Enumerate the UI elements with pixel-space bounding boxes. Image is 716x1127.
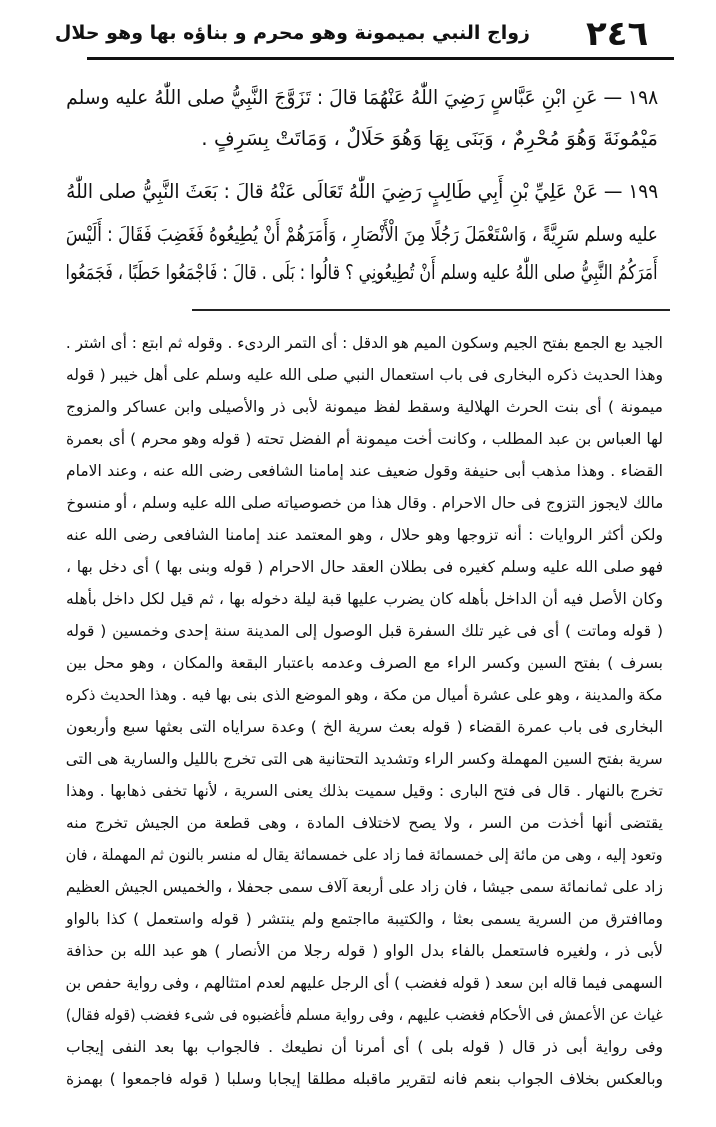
hadith-line-text: عليه وسلم سَرِيَّةً ، وَاسْتَعْمَلَ رَجُلًا مِنَ الْأَنْصَارِ ، وَأَمَرَهُمْ أَنْ يُطِيعُوهُ فَغَضِبَ فَقَالَ : أَلَيْسَ (66, 222, 658, 246)
hadith-line-text: أَمَرَكُمُ النَّبِيُّ صلى اللّٰهُ عليه وسلم أَنْ تُطِيعُونِي ؟ قالُوا : بَلَى . قالَ : فَاجْمَعُوا حَطَبًا ، فَجَمَعُوا (66, 260, 658, 284)
commentary-line-text: يقتضى أنها أخذت من السر ، ولا يصح لاختلاف المادة ، وهى قطعة من الجيش تخرج منه (66, 814, 663, 832)
commentary-line (66, 586, 663, 612)
hadith-line-text: ١٩٩ — عَنْ عَلِيِّ بْنِ أَبِي طَالِبٍ رَضِيَ اللّٰهُ تَعَالَى عَنْهُ قالَ : بَعَثَ النَّبِيُّ صلى اللّٰهُ (66, 179, 658, 203)
footnote-separator (192, 309, 670, 311)
hadith-line-text: ١٩٨ — عَنِ ابْنِ عَبَّاسٍ رَضِيَ اللّٰهُ عَنْهُمَا قالَ : تَزَوَّجَ النَّبِيُّ صلى اللّٰهُ عليه وسلم (66, 85, 658, 109)
commentary-line-text: وماافترق من السرية يسمى بعثا ، والكتيبة مااجتمع ولم ينتشر ( قوله واستعمل ) كذا بالواو (66, 910, 663, 928)
header-rule (87, 57, 674, 60)
commentary-line-text: وبالعكس بخلاف الجواب بنعم فانه لتقرير ماقبله مطلقا إيجابا وسلبا ( قوله فاجمعوا ) بهمزة (66, 1070, 663, 1088)
commentary-line-text: وفى رواية أبى ذر قال ( قوله بلى ) أى أمرنا أن نطيعك . فالجواب بها بعد النفى إيجاب (66, 1038, 663, 1056)
commentary-line (66, 1066, 663, 1092)
commentary-line-text: وهذا الحديث ذكره البخارى فى باب استعمال النبي صلى الله عليه وسلم على أهل خيبر ( قوله (66, 366, 663, 384)
commentary-line-text: بسرف ) بفتح السين وكسر الراء مع الصرف وعدمه باعتبار البقعة والمكان ، وهو محل بين (66, 654, 663, 672)
commentary-line-text: الجيد بع الجمع بفتح الجيم وسكون الميم هو الدقل : أى التمر الردىء . وقوله ثم ابتع : أى اشتر . (66, 334, 663, 352)
commentary-line-text: لها العباس بن عبد المطلب ، وكانت أخت ميمونة أم الفضل تحته ( قوله وهو محرم ) أى بعمرة (66, 430, 663, 448)
commentary-line (66, 554, 663, 580)
commentary-line (66, 522, 663, 548)
hadith-line (66, 257, 658, 287)
hadith-line-text: مَيْمُونَةَ وَهُوَ مُحْرِمٌ ، وَبَنَى بِهَا وَهُوَ حَلَالٌ ، وَمَاتَتْ بِسَرِفٍ . (201, 126, 658, 150)
commentary-line-text: السهمى فيما قاله ابن سعد ( قوله فغضب ) أى الرجل عليهم لعدم امتثالهم ، وفى رواية حفص بن (66, 974, 663, 992)
running-header-title: زواج النبي بميمونة وهو محرم و بناؤه بها وهو حلال (54, 22, 530, 44)
commentary-line (66, 746, 663, 772)
commentary-line (66, 362, 663, 388)
commentary-line (66, 1002, 663, 1028)
commentary-line (66, 650, 663, 676)
commentary-line-text: زاد على ثمانمائة سمى جيشا ، فان زاد على أربعة آلاف سمى جحفلا ، والخميس الجيش العظيم (66, 878, 663, 896)
commentary-line (66, 874, 663, 900)
commentary-line-text: مالك لايجوز التزوج فى حال الاحرام . وقال هذا من خصوصياته صلى الله عليه وسلم ، أو منسوخ (66, 494, 663, 512)
commentary-line-text: غياث عن الأعمش فى الأحكام فغضب عليهم ، وفى رواية مسلم فأغضبوه فى شىء فغضب (قوله فقال) (66, 1006, 663, 1024)
commentary-line-text: مكة والمدينة ، وهو على عشرة أميال من مكة ، وهو الموضع الذى بنى بها فيه . وهذا الحديث ذكره (66, 686, 663, 704)
commentary-line-text: سرية بفتح السين المهملة وكسر الراء وتشديد التحتانية هى التى تخرج بالليل والسارية هى التى (66, 750, 663, 768)
commentary-line (66, 426, 663, 452)
commentary-line (66, 714, 663, 740)
commentary-line-text: فهو صلى الله عليه وسلم كغيره فى بطلان العقد حال الاحرام ( قوله وبنى بها ) أى دخل بها ، (66, 558, 663, 576)
commentary-line (66, 906, 663, 932)
commentary-line (66, 842, 663, 868)
hadith-line (66, 219, 658, 249)
commentary-line (66, 618, 663, 644)
commentary-line-text: وكان الأصل فيه أن الداخل بأهله كان يضرب عليها قبة ليلة دخوله بها ، ثم قيل لكل داخل بأهله (66, 590, 663, 608)
commentary-line (66, 1034, 663, 1060)
commentary-line-text: القضاء . وهذا مذهب أبى حنيفة وقول ضعيف عند إمامنا الشافعى رضى الله عنه ، وعند الامام (66, 462, 663, 480)
commentary-line (66, 938, 663, 964)
commentary-line-text: لأبى ذر ، ولغيره فاستعمل بالفاء بدل الواو ( قوله رجلا من الأنصار ) هو عبد الله بن حذافة (66, 942, 663, 960)
hadith-line (66, 82, 658, 112)
commentary-line-text: البخارى فى باب عمرة القضاء ( قوله بعث سرية الخ ) وعدة سراياه التى بعثها سبع وأربعون (66, 718, 663, 736)
commentary-line (66, 970, 663, 996)
commentary-line-text: تخرج بالنهار . قال فى فتح البارى : وقيل سميت بذلك يعنى السرية ، لأنها تخفى ذهابها . وهذا (66, 782, 663, 800)
hadith-line (66, 123, 658, 153)
commentary-line-text: ولكن أكثر الروايات : أنه تزوجها وهو حلال ، وهو المعتمد عند إمامنا الشافعى رضى الله عنه (66, 526, 663, 544)
commentary-line (66, 682, 663, 708)
commentary-line-text: ( قوله وماتت ) أى فى غير تلك السفرة قبل الوصول إلى المدينة سنة إحدى وخمسين ( قوله (66, 622, 663, 640)
commentary-line (66, 394, 663, 420)
commentary-line (66, 490, 663, 516)
hadith-line (66, 176, 658, 206)
page-number: ٢٤٦ (586, 14, 649, 54)
commentary-line (66, 778, 663, 804)
commentary-line (66, 458, 663, 484)
commentary-line (66, 330, 663, 356)
commentary-line-text: وتعود إليه ، وهى من مائة إلى خمسمائة فما زاد على خمسمائة يقال له منسر بالنون ثم المهملة ، فان (66, 846, 663, 864)
commentary-line (66, 810, 663, 836)
commentary-line-text: ميمونة ) أى بنت الحرث الهلالية وسقط لفظ ميمونة لأبى ذر والأصيلى وابن عساكر والمزوج (66, 398, 663, 416)
